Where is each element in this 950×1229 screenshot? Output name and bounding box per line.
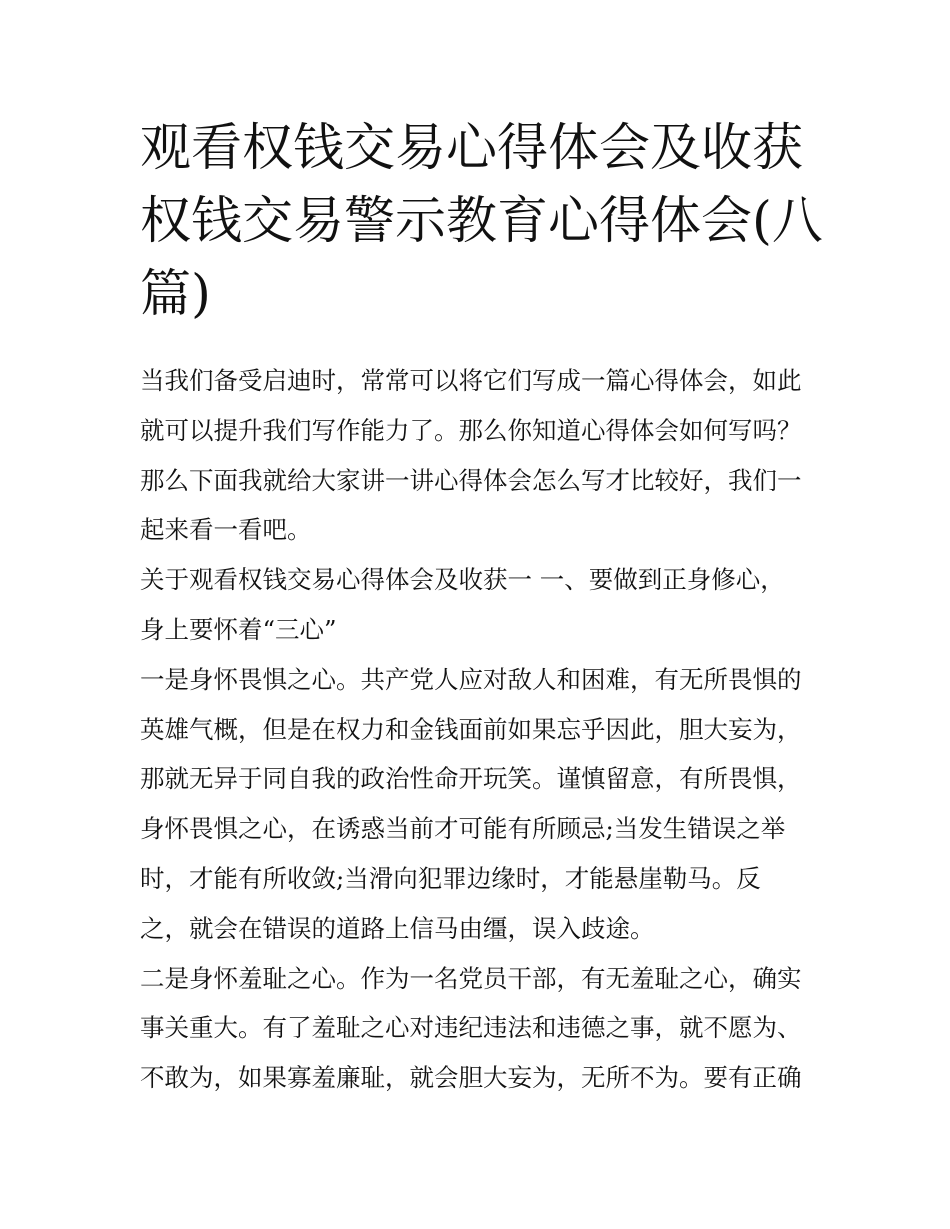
body-line: 身上要怀着“三心” xyxy=(140,614,337,644)
body-line: 当我们备受启迪时，常常可以将它们写成一篇心得体会，如此 xyxy=(140,366,802,395)
body-line: 就可以提升我们写作能力了。那么你知道心得体会如何写吗？ xyxy=(140,415,802,445)
body-line: 那么下面我就给大家讲一讲心得体会怎么写才比较好，我们一 xyxy=(140,465,802,495)
body-line: 二是身怀羞耻之心。作为一名党员干部，有无羞耻之心，确实 xyxy=(140,963,802,993)
body-line: 事关重大。有了羞耻之心对违纪违法和违德之事，就不愿为、 xyxy=(140,1013,802,1043)
body-line: 关于观看权钱交易心得体会及收获一 一、要做到正身修心， xyxy=(140,565,785,595)
title-line: 观看权钱交易心得体会及收获 xyxy=(140,119,804,178)
body-line: 身怀畏惧之心，在诱惑当前才可能有所顾忌;当发生错误之举 xyxy=(140,814,786,844)
body-line: 时，才能有所收敛;当滑向犯罪边缘时，才能悬崖勒马。反 xyxy=(140,863,761,893)
title-line: 权钱交易警示教育心得体会(八 xyxy=(140,192,823,251)
body-line: 英雄气概，但是在权力和金钱面前如果忘乎因此，胆大妄为， xyxy=(140,714,802,744)
body-line: 不敢为，如果寡羞廉耻，就会胆大妄为，无所不为。要有正确 xyxy=(140,1063,802,1093)
document-body xyxy=(140,356,830,1103)
body-line: 之，就会在错误的道路上信马由缰，误入歧途。 xyxy=(140,913,655,943)
body-line: 起来看一看吧。 xyxy=(140,515,312,545)
document-title xyxy=(140,112,840,331)
title-line: 篇) xyxy=(140,265,211,324)
body-line: 那就无异于同自我的政治性命开玩笑。谨慎留意，有所畏惧， xyxy=(140,764,802,794)
body-line: 一是身怀畏惧之心。共产党人应对敌人和困难，有无所畏惧的 xyxy=(140,664,802,694)
